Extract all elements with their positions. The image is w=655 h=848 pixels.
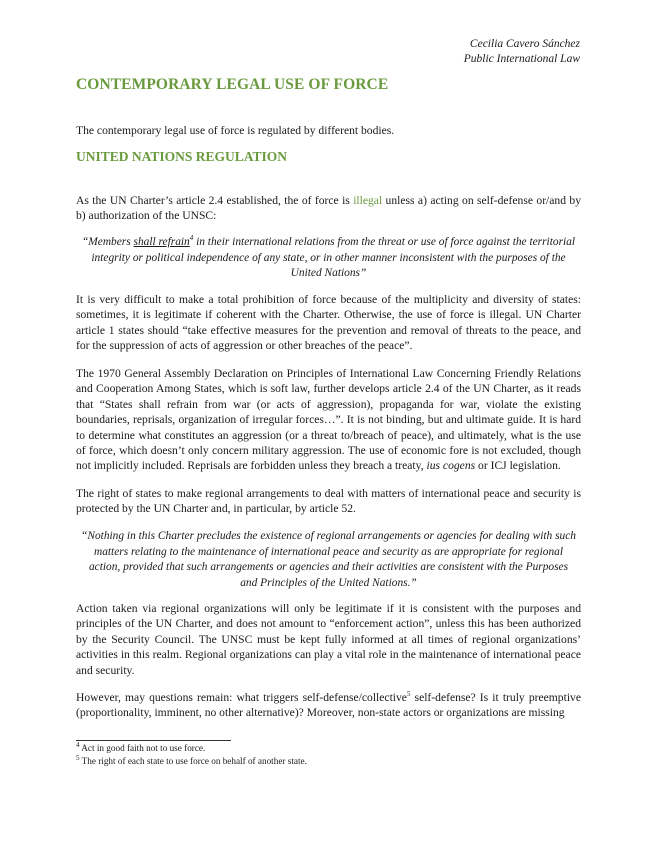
document-title: CONTEMPORARY LEGAL USE OF FORCE — [76, 76, 389, 93]
quote-article-2-4 — [80, 235, 577, 282]
text-run: “Members — [81, 236, 134, 248]
footnote-text: Act in good faith not to use force. — [81, 743, 206, 753]
footnote-text: The right of each state to use force on behalf of another state. — [81, 756, 307, 766]
footnote-mark: 4 — [76, 740, 80, 749]
course-name: Public International Law — [463, 53, 580, 65]
italic-term: ius cogens — [426, 459, 476, 473]
highlight-illegal: illegal — [353, 194, 383, 207]
text-run: The 1970 General Assembly Declaration on Principles of International Law Concerning Friendly Relations and Cooperation Among States, which is soft law, further develops article 2.4 of the UN Charter, as it reads that “States shall refrain from war (or acts of aggression), propaganda for war, violate the existing boundaries, reprisals, organization of irregular forces…”. It is not binding, but and ultimate guide. It is hard to determine what constitutes an aggression (or a threat to/breach of peace), and ultimately, what is the use of force, which doesn’t only concern military aggression. The use of economic fore is not excluded, though not implicitly included. Reprisals are forbidden unless they breach a treaty, — [76, 367, 581, 473]
footnote-mark: 5 — [76, 753, 80, 762]
section-heading: UNITED NATIONS REGULATION — [76, 149, 288, 164]
footnote-5 — [76, 755, 307, 767]
text-run: As the UN Charter’s article 2.4 established, the of force is — [76, 194, 354, 207]
text-run: or ICJ legislation. — [475, 459, 561, 473]
underlined-text: shall refrain — [133, 236, 190, 248]
quote-article-52: “Nothing in this Charter precludes the existence of regional arrangements or agencies for dealing with such matters relating to the maintenance of international peace and security as are appropriate for regional action, provided that such arrangements or agencies and their activities are consistent with the Purposes and Principles of the United Nations.” — [81, 530, 576, 589]
author-name: Cecilia Cavero Sánchez — [469, 38, 580, 50]
footnote-divider — [76, 740, 231, 741]
footnote-ref-4[interactable]: 4 — [189, 234, 194, 243]
text-run: in their international relations from the threat or use of force against the territorial integrity or political independence of any state, or in other manner inconsistent with the purposes of the United Nations” — [91, 236, 576, 279]
footnote-ref-5[interactable]: 5 — [406, 690, 411, 699]
text-run: self-defense? Is it truly preemptive (proportionality, imminent, no other alternative)? Moreover, non-state actors or organizations are missing — [76, 691, 581, 720]
paragraph-questions — [76, 690, 581, 721]
text-run: However, may questions remain: what triggers self-defense/collective — [76, 691, 407, 704]
intro-paragraph: The contemporary legal use of force is regulated by different bodies. — [76, 124, 395, 137]
footnote-4 — [76, 742, 205, 754]
paragraph-regional-organizations: Action taken via regional organizations will only be legitimate if it is consistent with the purposes and principles of the UN Charter, and does not amount to “enforcement action”, unless this has been authorized by the Security Council. The UNSC must be kept fully informed at all times of regional organizations’ activities in this realm. Regional organizations can play a vital role in the maintenance of international peace and security. — [76, 602, 581, 677]
text-run: unless a) acting on self-defense or/and by b) authorization of the UNSC: — [76, 194, 581, 223]
paragraph-regional-arrangements: The right of states to make regional arrangements to deal with matters of international peace and security is protected by the UN Charter and, in particular, by article 52. — [76, 487, 581, 516]
paragraph-un-charter — [76, 193, 581, 224]
paragraph-1970-declaration — [76, 366, 581, 474]
page-header — [464, 37, 580, 67]
paragraph-prohibition: It is very difficult to make a total prohibition of force because of the multiplicity and diversity of states: sometimes, it is legitimate if coherent with the Charter. Otherwise, the use of force is illegal. UN Charter article 1 states should “take effective measures for the prevention and removal of threats to the peace, and for the suppression of acts of aggression or other breaches of the peace”. — [76, 293, 581, 353]
